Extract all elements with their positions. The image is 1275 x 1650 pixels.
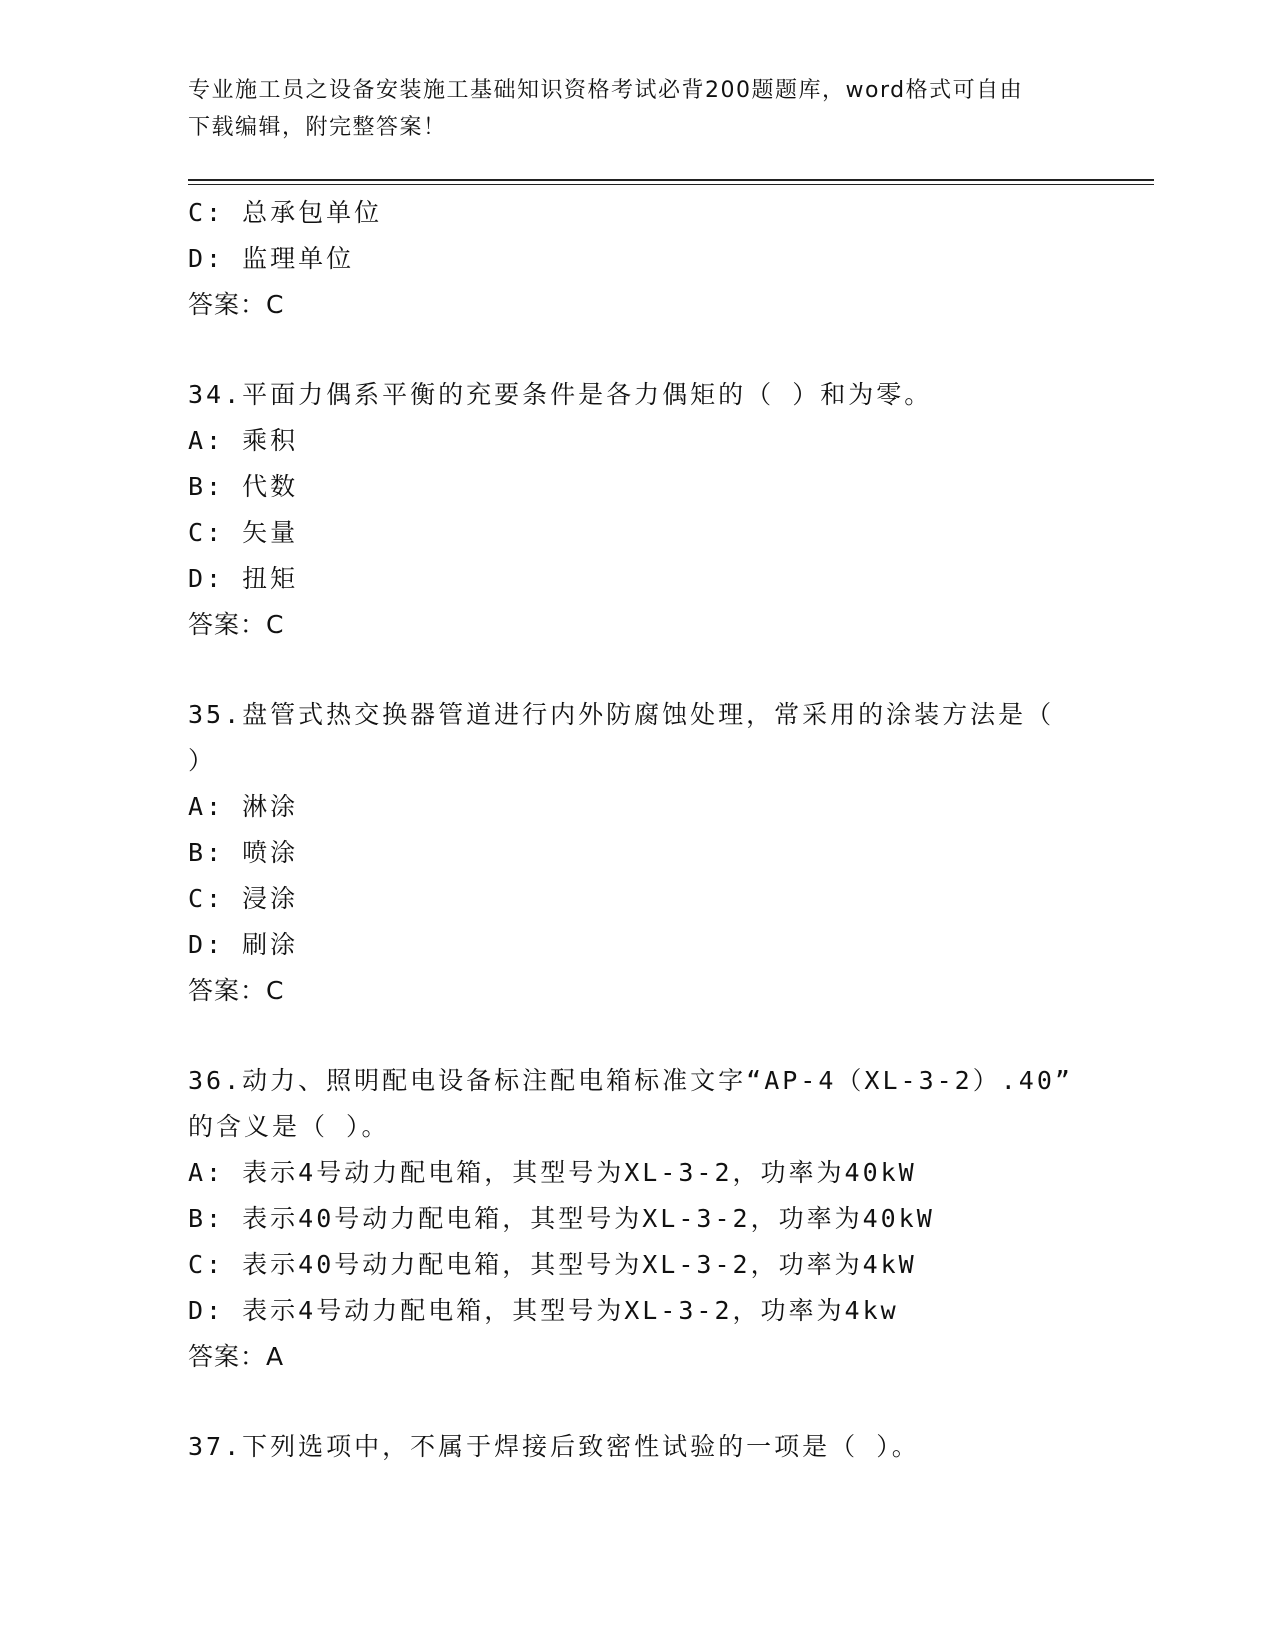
option-c: C: 矢量 bbox=[188, 518, 299, 547]
answer: 答案：C bbox=[188, 976, 285, 1005]
document-header bbox=[188, 72, 1088, 146]
option-a: A: 表示4号动力配电箱，其型号为XL-3-2，功率为40kW bbox=[188, 1158, 917, 1187]
option-b: B: 表示40号动力配电箱，其型号为XL-3-2，功率为40kW bbox=[188, 1204, 935, 1233]
option-d: D: 表示4号动力配电箱，其型号为XL-3-2，功率为4kw bbox=[188, 1296, 899, 1325]
option-b: B: 代数 bbox=[188, 472, 299, 501]
question-content bbox=[188, 190, 1148, 1470]
option-d: D: 扭矩 bbox=[188, 564, 299, 593]
spacer bbox=[188, 1380, 1148, 1424]
question-33-tail bbox=[188, 190, 1148, 328]
question-37 bbox=[188, 1424, 1148, 1470]
option-c: C: 总承包单位 bbox=[188, 198, 383, 227]
answer: 答案：A bbox=[188, 1342, 285, 1371]
question-text-line-1: 36.动力、照明配电设备标注配电箱标准文字“AP-4（XL-3-2）.40” bbox=[188, 1066, 1073, 1095]
question-34 bbox=[188, 372, 1148, 648]
question-text-line-1: 35.盘管式热交换器管道进行内外防腐蚀处理，常采用的涂装方法是（ bbox=[188, 700, 1055, 729]
question-text: 34.平面力偶系平衡的充要条件是各力偶矩的（ ）和为零。 bbox=[188, 380, 933, 409]
spacer bbox=[188, 1014, 1148, 1058]
header-line-2: 下载编辑，附完整答案！ bbox=[188, 115, 447, 140]
question-text-line-2: ） bbox=[188, 746, 217, 775]
header-line-1: 专业施工员之设备安装施工基础知识资格考试必背200题题库，word格式可自由 bbox=[188, 78, 1024, 103]
option-b: B: 喷涂 bbox=[188, 838, 299, 867]
question-text: 37.下列选项中，不属于焊接后致密性试验的一项是（ ）。 bbox=[188, 1432, 920, 1461]
question-35 bbox=[188, 692, 1148, 1014]
option-c: C: 浸涂 bbox=[188, 884, 299, 913]
option-a: A: 乘积 bbox=[188, 426, 299, 455]
question-36 bbox=[188, 1058, 1148, 1380]
option-d: D: 监理单位 bbox=[188, 244, 355, 273]
header-divider-thick bbox=[188, 179, 1154, 181]
answer: 答案：C bbox=[188, 290, 285, 319]
option-d: D: 刷涂 bbox=[188, 930, 299, 959]
option-a: A: 淋涂 bbox=[188, 792, 299, 821]
spacer bbox=[188, 328, 1148, 372]
option-c: C: 表示40号动力配电箱，其型号为XL-3-2，功率为4kW bbox=[188, 1250, 917, 1279]
answer: 答案：C bbox=[188, 610, 285, 639]
question-text-line-2: 的含义是（ ）。 bbox=[188, 1112, 390, 1141]
spacer bbox=[188, 648, 1148, 692]
header-divider-thin bbox=[188, 184, 1154, 185]
